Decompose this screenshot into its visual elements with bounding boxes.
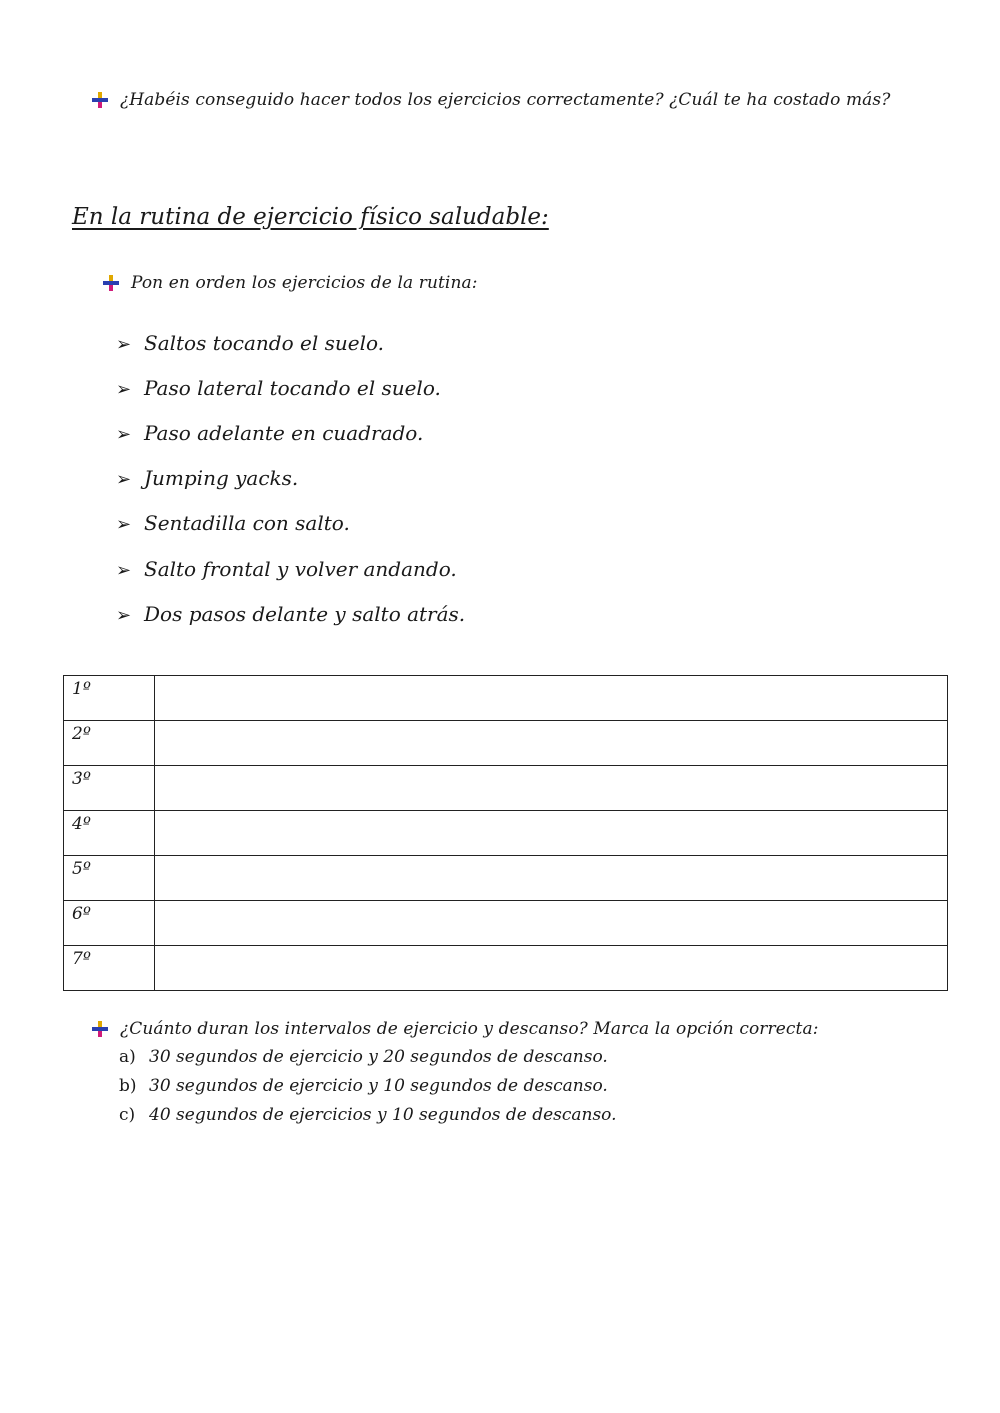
option-letter: a) bbox=[119, 1047, 136, 1067]
cross-bullet-icon bbox=[103, 275, 119, 291]
exercise-item: ➢ Paso adelante en cuadrado. bbox=[116, 421, 424, 445]
table-row bbox=[64, 676, 948, 721]
arrowhead-bullet-icon: ➢ bbox=[116, 605, 132, 626]
option-letter: c) bbox=[119, 1105, 136, 1125]
question-1-text: ¿Habéis conseguido hacer todos los ejercicios correctamente? ¿Cuál te ha costado más? bbox=[120, 90, 891, 110]
exercise-item: ➢ Dos pasos delante y salto atrás. bbox=[116, 602, 466, 626]
option-a[interactable] bbox=[119, 1047, 608, 1067]
ordinal-cell: 6º bbox=[64, 901, 155, 946]
table-row bbox=[64, 766, 948, 811]
answer-cell[interactable] bbox=[155, 766, 948, 811]
question-1 bbox=[92, 90, 890, 110]
interval-question-text: ¿Cuánto duran los intervalos de ejercicio y descanso? Marca la opción correcta: bbox=[120, 1019, 819, 1039]
arrowhead-bullet-icon: ➢ bbox=[116, 469, 132, 490]
option-text: 40 segundos de ejercicios y 10 segundos de descanso. bbox=[149, 1105, 617, 1125]
section-heading: En la rutina de ejercicio físico saludable: bbox=[72, 204, 549, 230]
ordinal-cell: 2º bbox=[64, 721, 155, 766]
exercise-item: ➢ Jumping yacks. bbox=[116, 466, 299, 490]
exercise-item: ➢ Paso lateral tocando el suelo. bbox=[116, 376, 441, 400]
ordinal-cell: 3º bbox=[64, 766, 155, 811]
order-question bbox=[103, 273, 478, 293]
cross-bullet-icon bbox=[92, 1021, 108, 1037]
order-question-text: Pon en orden los ejercicios de la rutina: bbox=[131, 273, 478, 293]
answer-cell[interactable] bbox=[155, 676, 948, 721]
option-text: 30 segundos de ejercicio y 10 segundos de descanso. bbox=[149, 1076, 608, 1096]
ordinal-cell: 7º bbox=[64, 946, 155, 991]
arrowhead-bullet-icon: ➢ bbox=[116, 560, 132, 581]
table-row bbox=[64, 721, 948, 766]
option-b[interactable] bbox=[119, 1076, 608, 1096]
answer-cell[interactable] bbox=[155, 811, 948, 856]
ordinal-cell: 4º bbox=[64, 811, 155, 856]
exercise-item: ➢ Salto frontal y volver andando. bbox=[116, 557, 457, 581]
exercise-item: ➢ Sentadilla con salto. bbox=[116, 511, 350, 535]
cross-bullet-icon bbox=[92, 92, 108, 108]
ordinal-cell: 1º bbox=[64, 676, 155, 721]
arrowhead-bullet-icon: ➢ bbox=[116, 334, 132, 355]
arrowhead-bullet-icon: ➢ bbox=[116, 379, 132, 400]
exercise-item: ➢ Saltos tocando el suelo. bbox=[116, 331, 385, 355]
table-row bbox=[64, 856, 948, 901]
table-row bbox=[64, 901, 948, 946]
interval-question bbox=[92, 1019, 819, 1039]
answer-cell[interactable] bbox=[155, 946, 948, 991]
option-c[interactable] bbox=[119, 1105, 617, 1125]
answer-cell[interactable] bbox=[155, 856, 948, 901]
answer-cell[interactable] bbox=[155, 721, 948, 766]
order-table bbox=[63, 675, 948, 991]
option-letter: b) bbox=[119, 1076, 137, 1096]
arrowhead-bullet-icon: ➢ bbox=[116, 424, 132, 445]
ordinal-cell: 5º bbox=[64, 856, 155, 901]
table-row bbox=[64, 811, 948, 856]
answer-cell[interactable] bbox=[155, 901, 948, 946]
table-row bbox=[64, 946, 948, 991]
option-text: 30 segundos de ejercicio y 20 segundos de descanso. bbox=[149, 1047, 608, 1067]
arrowhead-bullet-icon: ➢ bbox=[116, 514, 132, 535]
